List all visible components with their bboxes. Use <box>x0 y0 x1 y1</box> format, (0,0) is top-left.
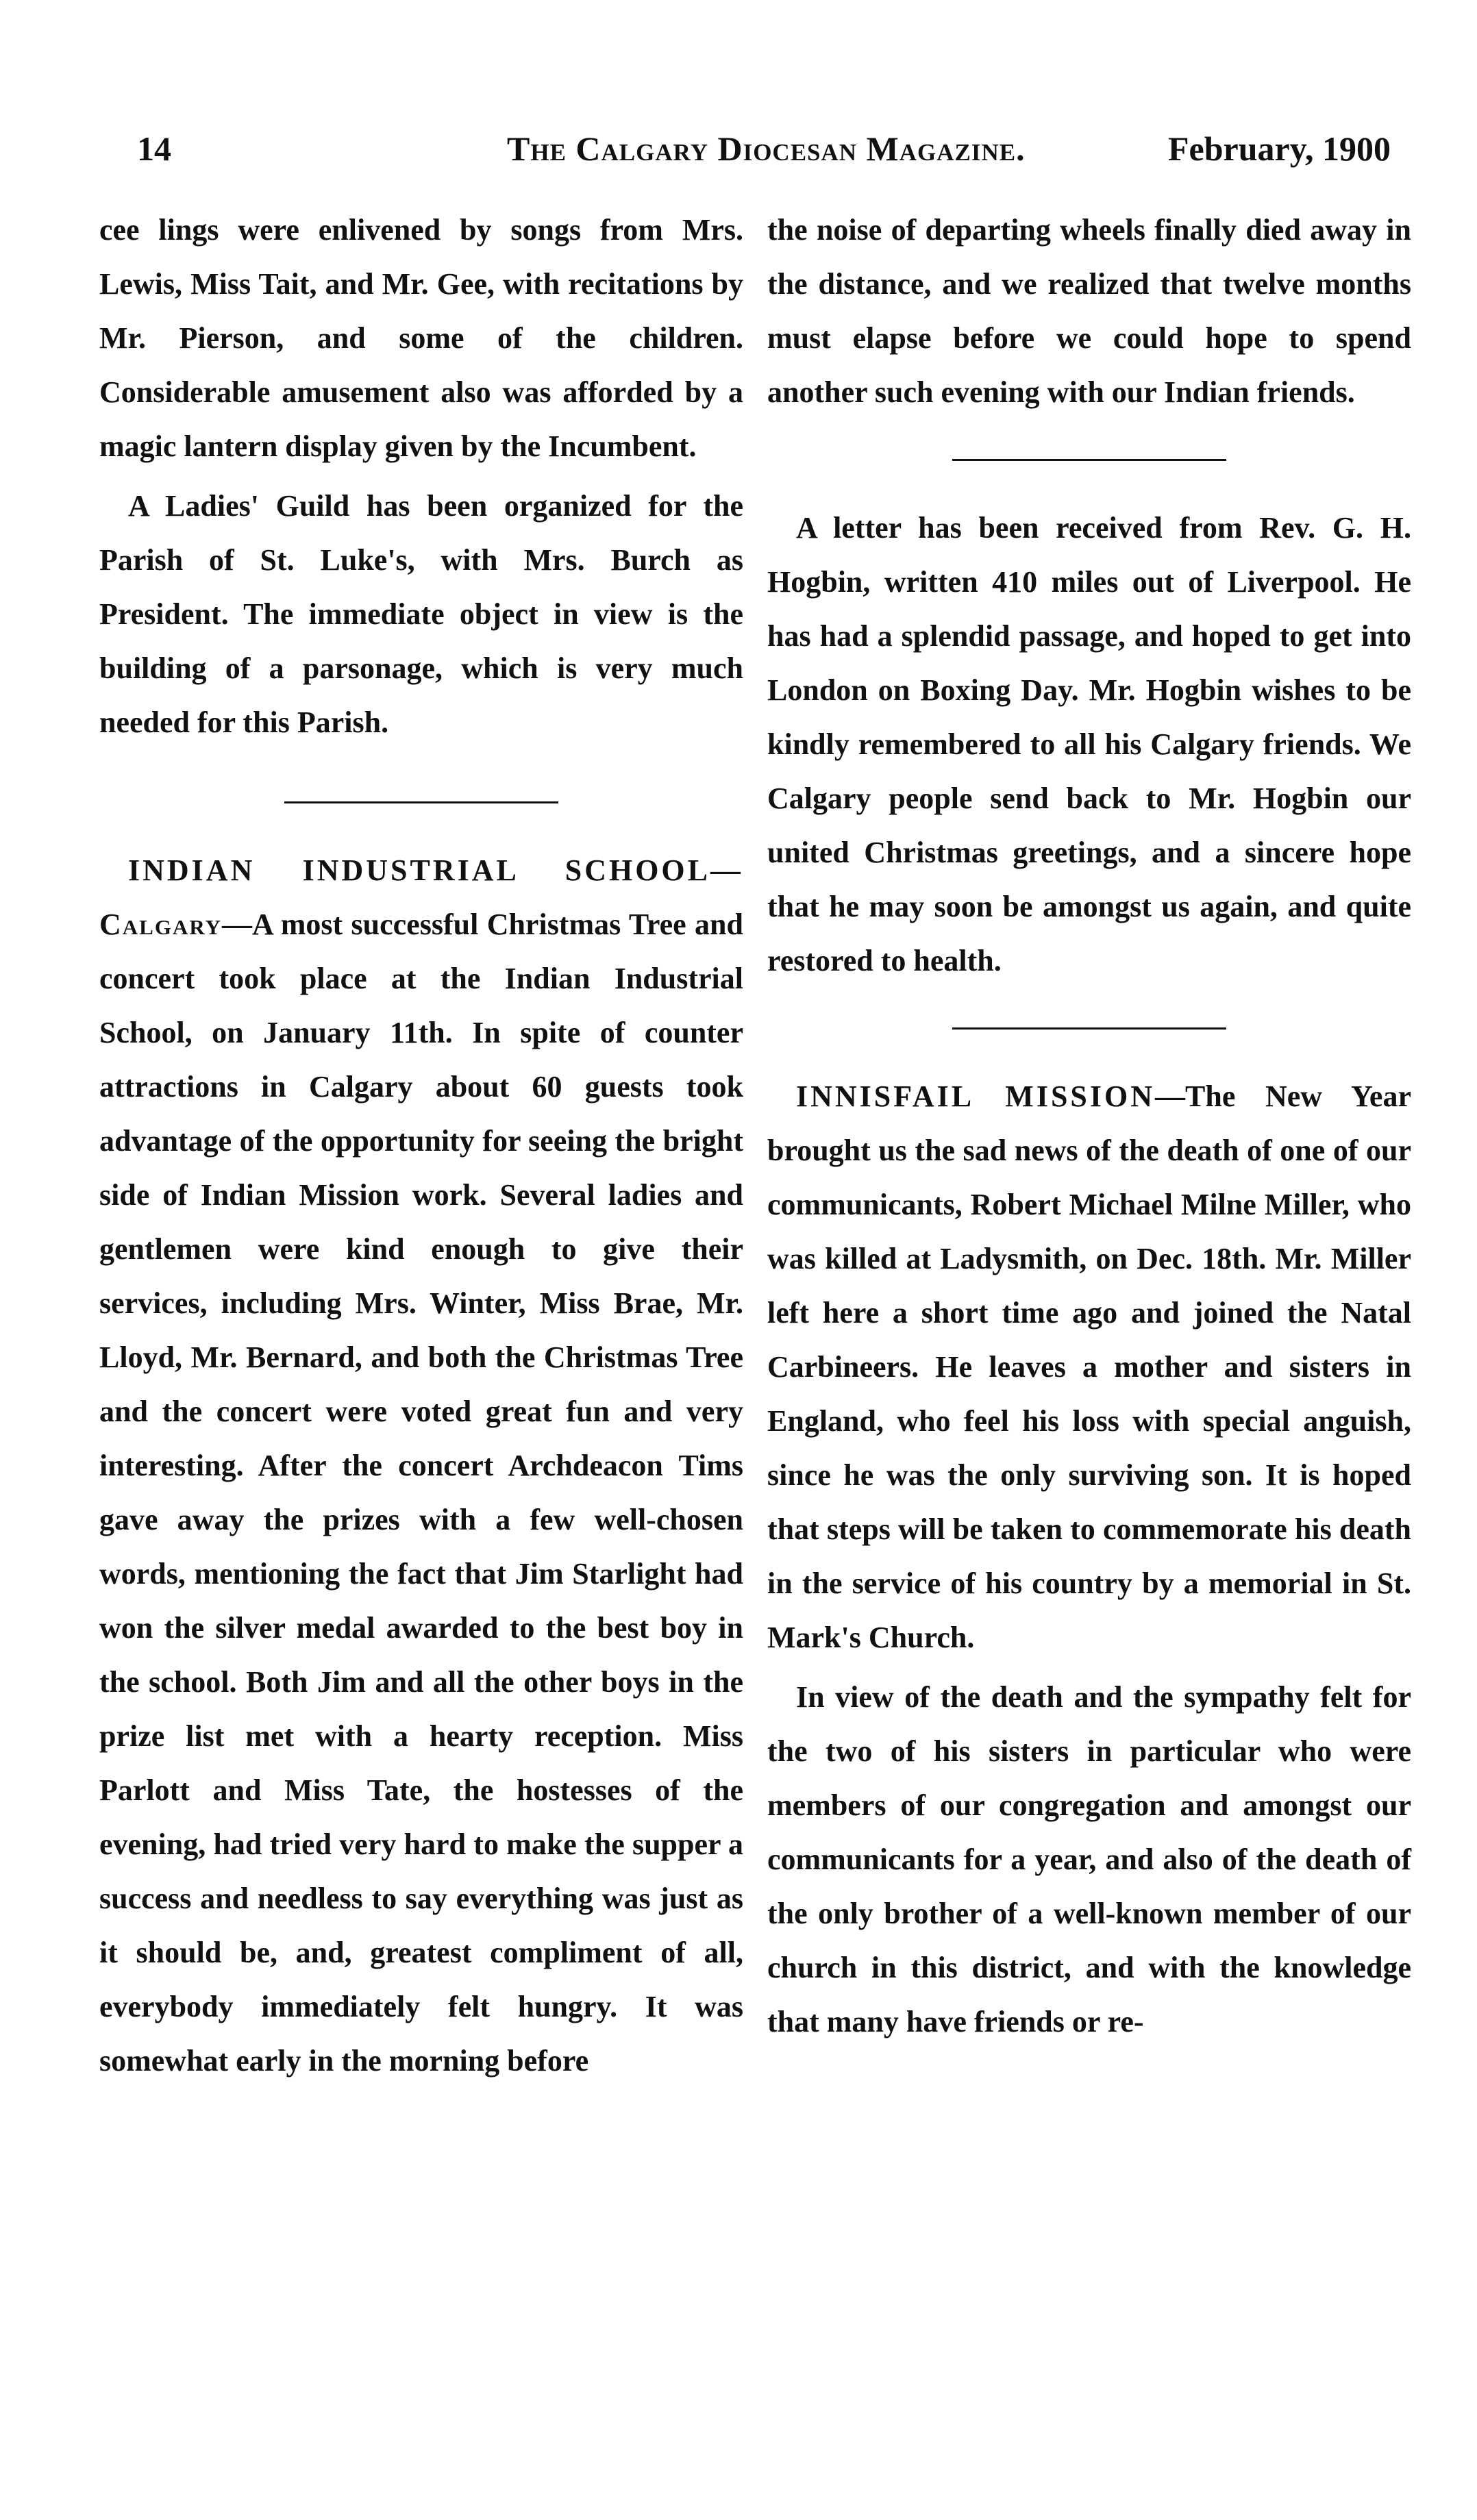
left-column <box>99 203 743 2088</box>
indian-school-body: —A most successful Christmas Tree and concert took place at the Indian Industrial School, on January 11th. In spite of counter attractions in Calgary about 60 guests took advantage of the opportunity for seeing the bright side of Indian Mission work. Several ladies and gentlemen were kind enough to give their services, including Mrs. Winter, Miss Brae, Mr. Lloyd, Mr. Bernard, and both the Christmas Tree and the concert were voted great fun and very interesting. After the concert Archdeacon Tims gave away the prizes with a few well-chosen words, mentioning the fact that Jim Starlight had won the silver medal awarded to the best boy in the school. Both Jim and all the other boys in the prize list met with a hearty reception. Miss Parlott and Miss Tate, the hostesses of the evening, had tried very hard to make the supper a success and needless to say everything was just as it should be, and, greatest compliment of all, everybody immediately felt hungry. It was somewhat early in the morning before <box>99 908 743 2078</box>
section-heading-innisfail-mission: INNISFAIL MISSION <box>796 1080 1156 1113</box>
magazine-title: The Calgary Diocesan Magazine. <box>507 129 1026 168</box>
left-paragraph-indian-school <box>99 843 743 2088</box>
right-paragraph-sympathy: In view of the death and the sympathy felt for the two of his sisters in particular who were members of our congregation and amongst our communicants for a year, and also of the death of the only brother of a well-known member of our church in this district, and with the knowledge that many have friends or re- <box>767 1680 1411 2038</box>
right-paragraph-innisfail <box>767 1069 1411 1664</box>
section-divider <box>952 459 1226 461</box>
page-header <box>103 129 1391 184</box>
page-number: 14 <box>137 129 171 168</box>
innisfail-body: —The New Year brought us the sad news of the death of one of our communicants, Robert Michael Milne Miller, who was killed at Ladysmith, on Dec. 18th. Mr. Miller left here a short time ago and joined the Natal Carbineers. He leaves a mother and sisters in England, who feel his loss with special anguish, since he was the only surviving son. It is hoped that steps will be taken to commemorate his death in the service of his country by a memorial in St. Mark's Church. <box>767 1080 1411 1654</box>
issue-date: February, 1900 <box>1168 129 1391 168</box>
place-name-calgary: Calgary <box>99 908 223 941</box>
right-paragraph-departure: the noise of departing wheels finally died away in the distance, and we realized that twelve months must elapse before we could hope to spend another such evening with our Indian friends. <box>767 213 1411 409</box>
section-divider <box>952 1027 1226 1030</box>
right-paragraph-hogbin-letter: A letter has been received from Rev. G. H. Hogbin, written 410 miles out of Liverpool. He has had a splendid passage, and hoped to get into London on Boxing Day. Mr. Hogbin wishes to be kindly remembered to all his Calgary friends. We Calgary people send back to Mr. Hogbin our united Christmas greetings, and a sincere hope that he may soon be amongst us again, and quite restored to health. <box>767 511 1411 977</box>
left-paragraph-ladies-guild: A Ladies' Guild has been organized for the Parish of St. Luke's, with Mrs. Burch as President. The immediate object in view is the building of a parsonage, which is very much needed for this Parish. <box>99 489 743 739</box>
section-heading-indian-school: INDIAN INDUSTRIAL SCHOOL— <box>128 853 743 887</box>
section-divider <box>284 801 558 803</box>
right-column <box>767 203 1411 2049</box>
left-paragraph-concert-continued: cee lings were enlivened by songs from Mrs. Lewis, Miss Tait, and Mr. Gee, with recitations by Mr. Pierson, and some of the children. Considerable amusement also was afforded by a magic lantern display given by the Incumbent. <box>99 213 743 463</box>
